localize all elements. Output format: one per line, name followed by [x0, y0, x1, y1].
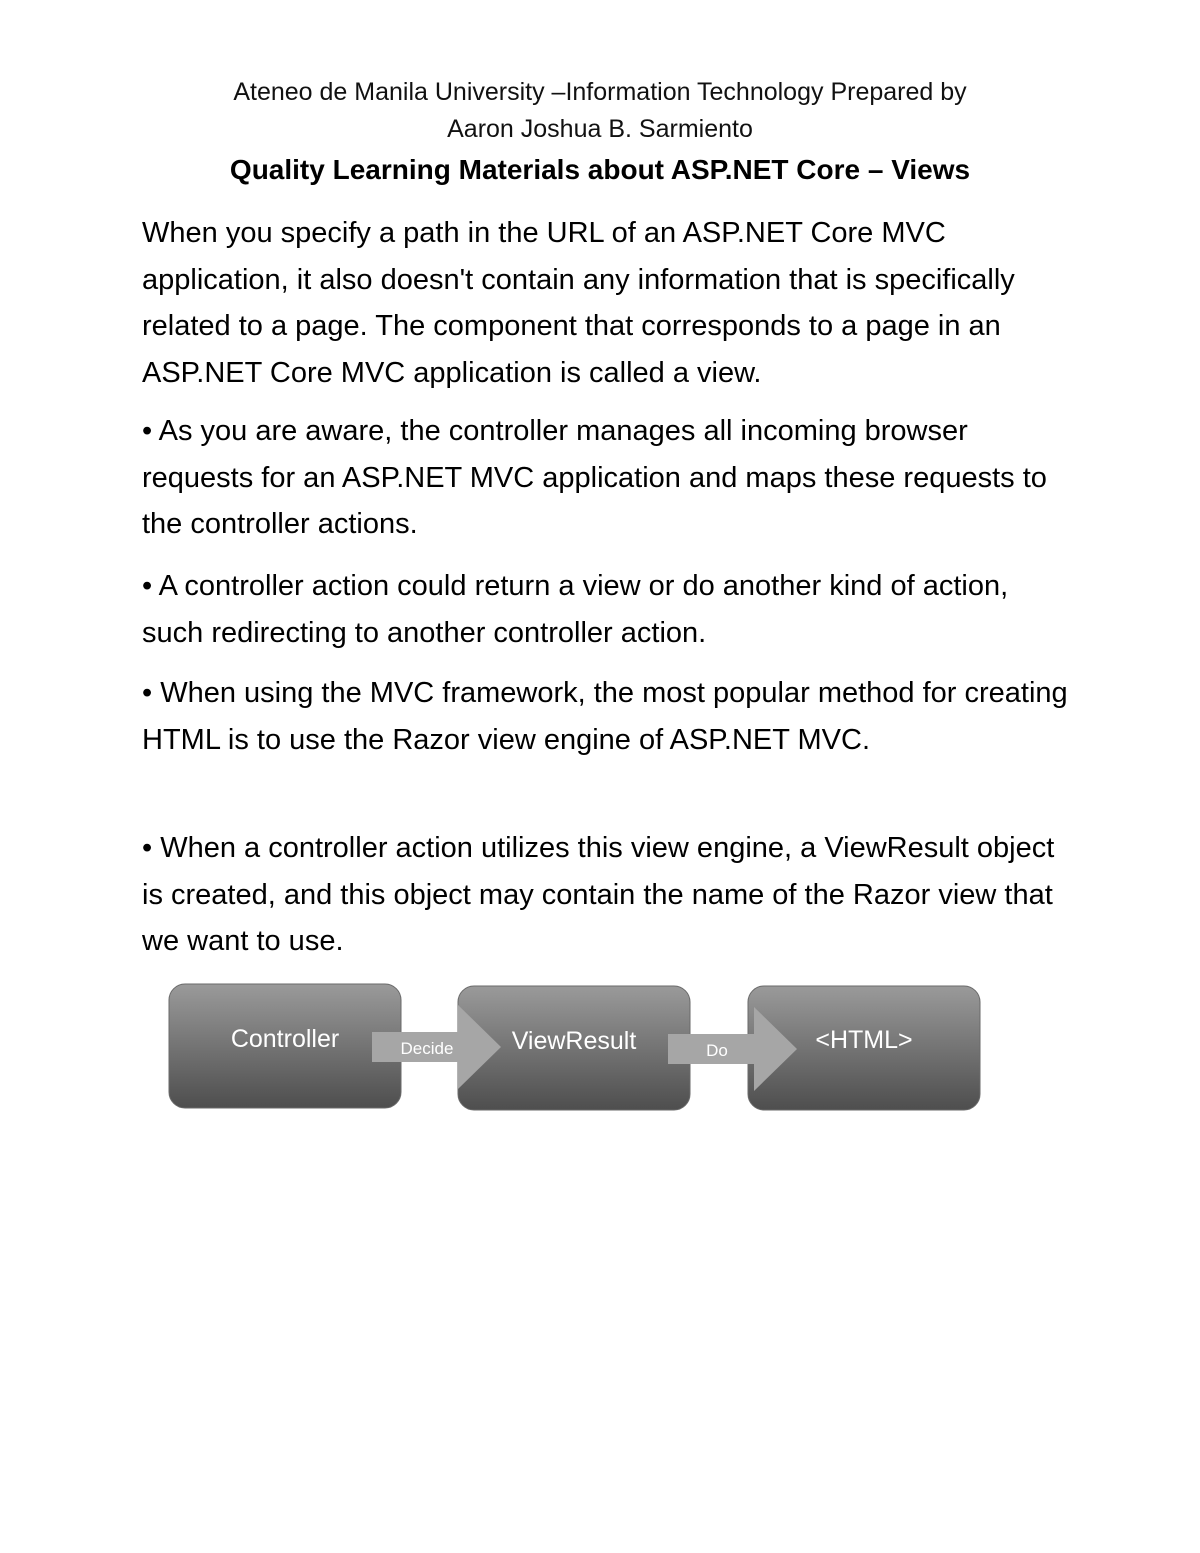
controller-box-label: Controller — [230, 1025, 340, 1053]
viewresult-box-label: ViewResult — [511, 1027, 637, 1055]
bullet-item: • A controller action could return a view or do another kind of action, such redirecting to another controller action. — [142, 570, 1009, 649]
document-header — [100, 74, 1100, 148]
intro-paragraph: When you specify a path in the URL of an ASP.NET Core MVC application, it also doesn't contain any information that is specifically related to a page. The component that corresponds to a page in an ASP.NET Core MVC application is called a view. — [142, 217, 1015, 389]
bullet-item: • As you are aware, the controller manages all incoming browser requests for an ASP.NET MVC application and maps these requests to the controller actions. — [142, 415, 1047, 540]
html-box-label: <HTML> — [815, 1026, 913, 1054]
header-line-author: Aaron Joshua B. Sarmiento — [447, 115, 753, 143]
bullet-item: • When using the MVC framework, the most popular method for creating HTML is to use the Razor view engine of ASP.NET MVC. — [142, 677, 1068, 756]
do-arrow-label: Do — [706, 1041, 728, 1060]
mvc-flow-diagram — [160, 975, 990, 1120]
bullet-item: • When a controller action utilizes this view engine, a ViewResult object is created, and this object may contain the name of the Razor view that we want to use. — [142, 832, 1055, 957]
document-title: Quality Learning Materials about ASP.NET Core – Views — [229, 154, 971, 185]
decide-arrow-label: Decide — [400, 1039, 454, 1058]
header-line-institution: Ateneo de Manila University –Information Technology Prepared by — [233, 78, 967, 106]
